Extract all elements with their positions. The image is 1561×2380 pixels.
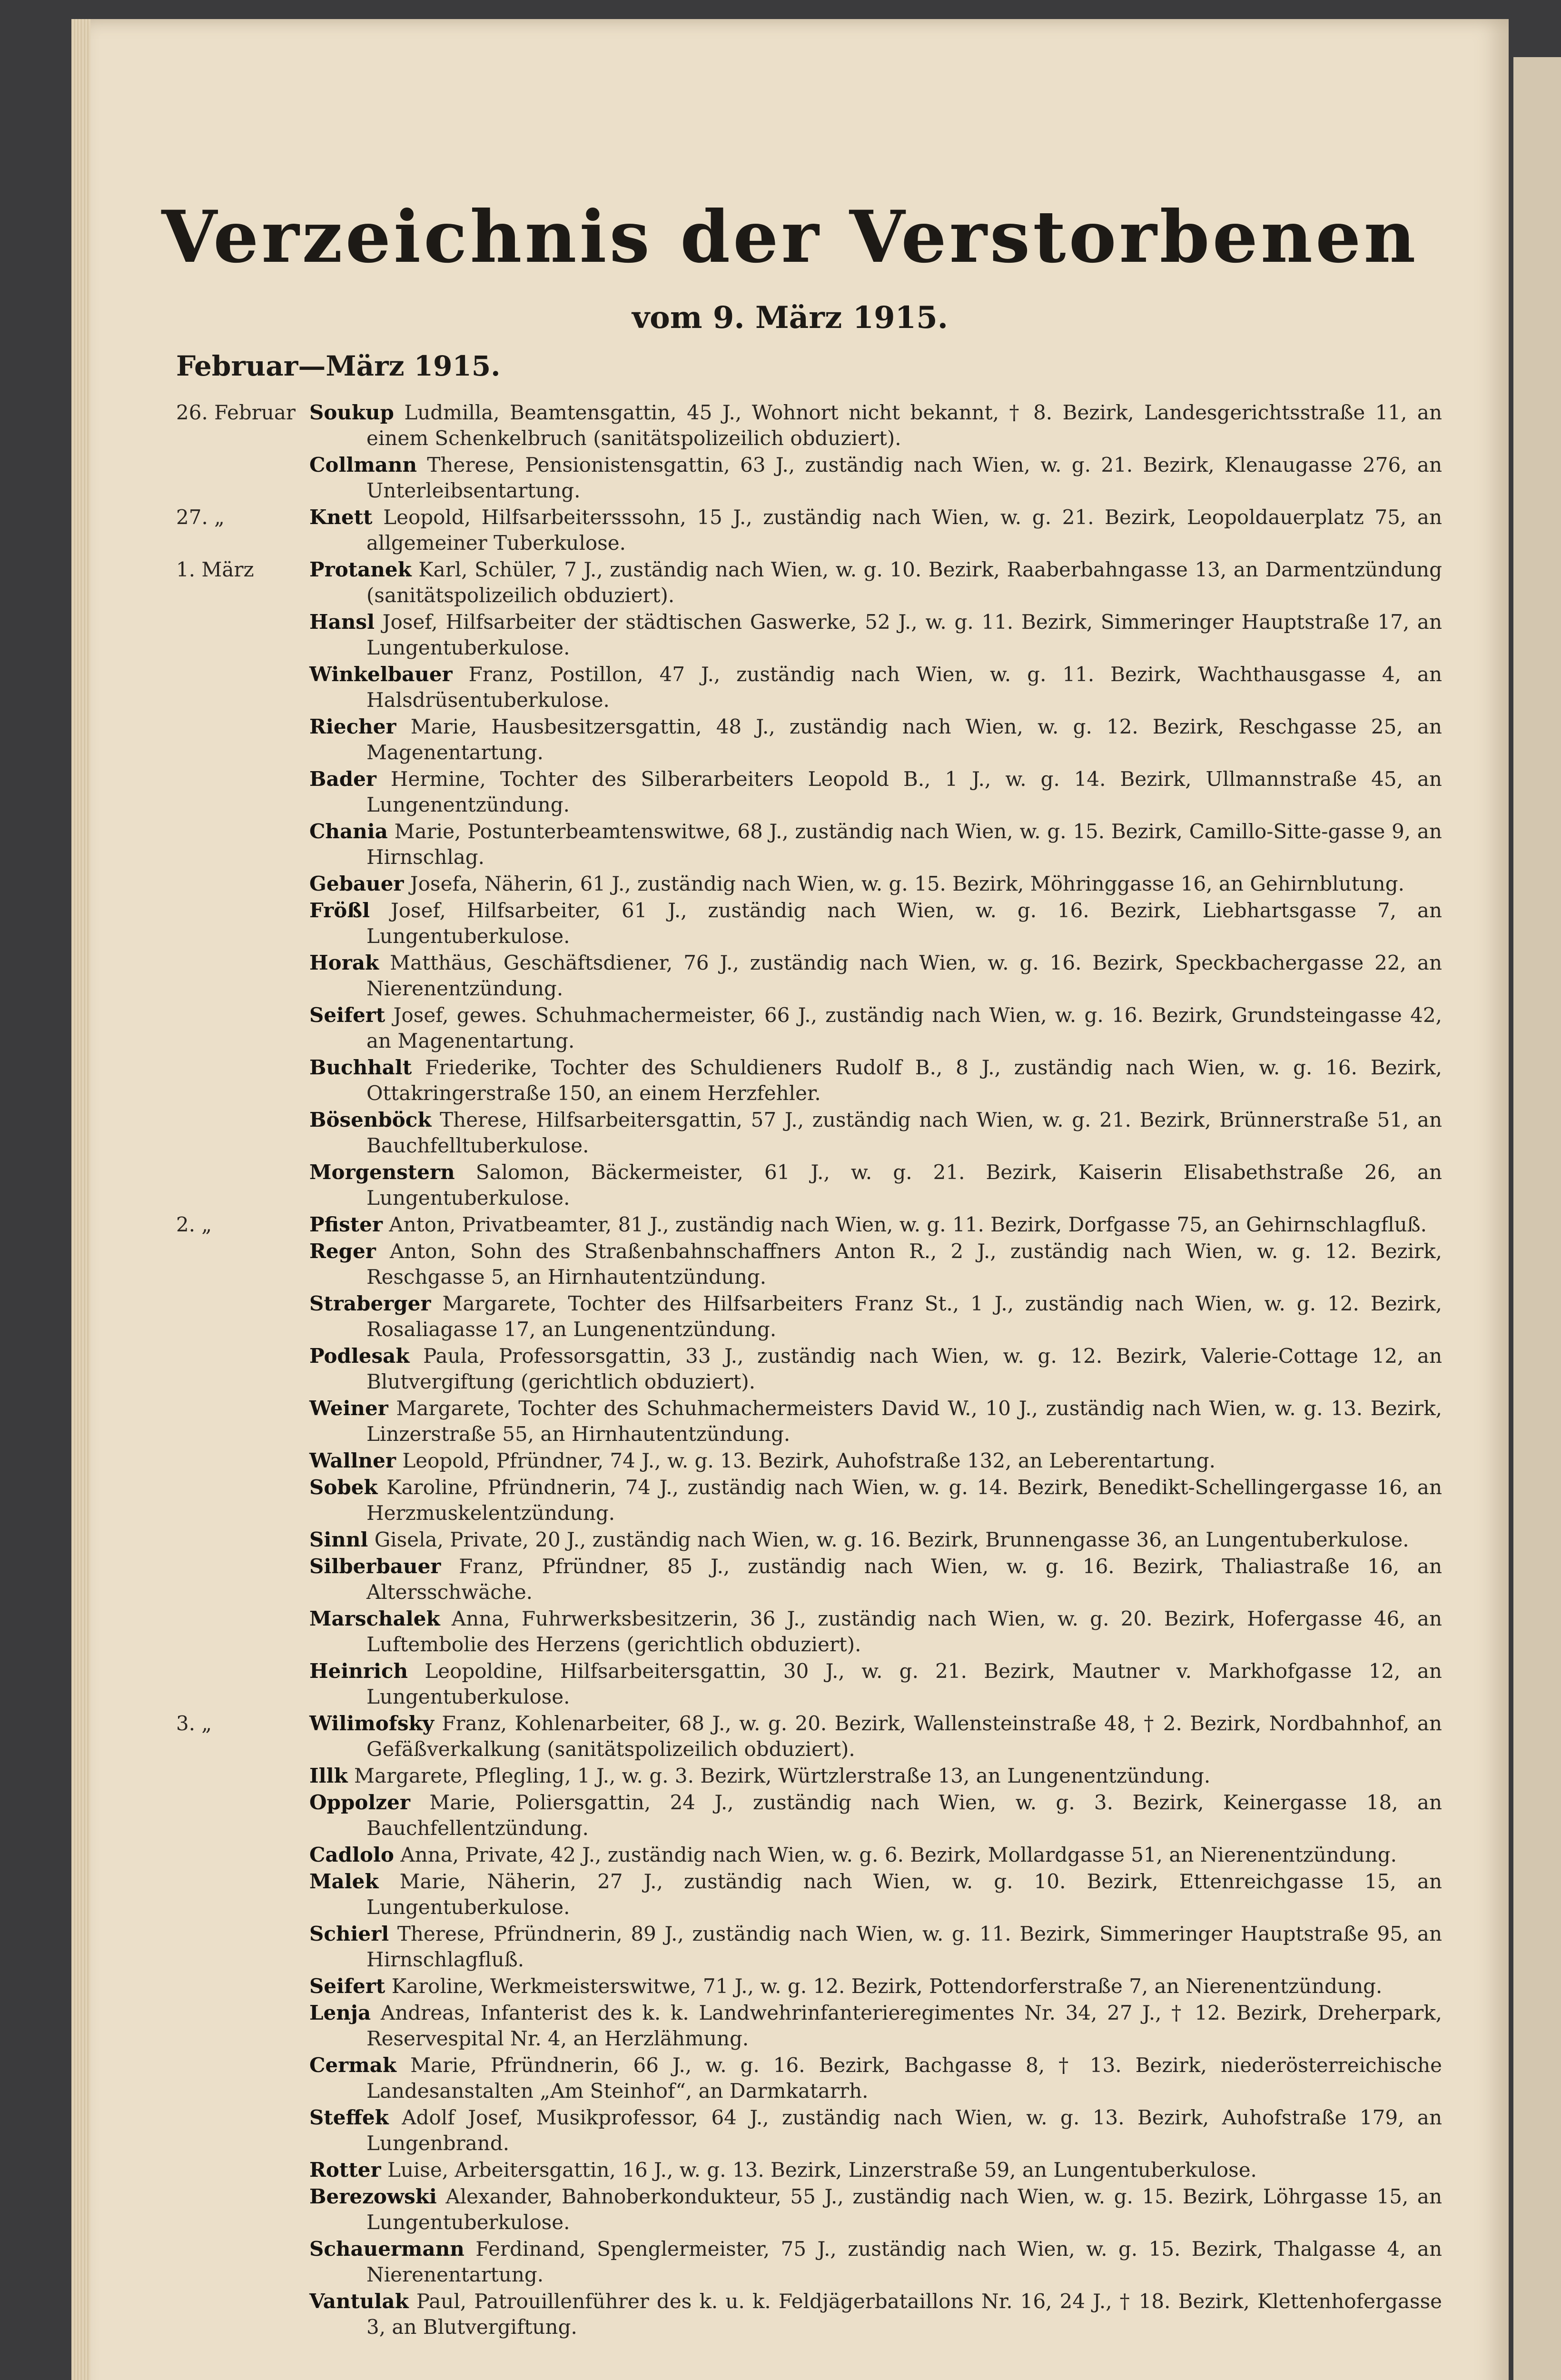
entry-surname: Protanek bbox=[309, 558, 412, 581]
entry-surname: Wallner bbox=[309, 1449, 396, 1472]
entry-text bbox=[309, 950, 1442, 1002]
list-item bbox=[71, 1396, 1509, 1447]
list-item bbox=[71, 1239, 1509, 1290]
entry-text bbox=[309, 819, 1442, 870]
list-item bbox=[71, 1711, 1509, 1762]
entry-text bbox=[309, 898, 1442, 949]
entry-details: Paul, Patrouillenführer des k. u. k. Feldjägerbataillons Nr. 16, 24 J., † 18. Bezirk, Klettenhofergasse 3, an Blutvergiftung. bbox=[366, 2290, 1442, 2339]
entry-details: Therese, Hilfsarbeitersgattin, 57 J., zuständig nach Wien, w. g. 21. Bezirk, Brünnerstraße 51, an Bauchfelltuberkulose. bbox=[366, 1108, 1442, 1157]
entry-text bbox=[309, 1527, 1442, 1553]
entry-surname: Sinnl bbox=[309, 1528, 368, 1551]
entry-details: Leopoldine, Hilfsarbeitersgattin, 30 J., w. g. 21. Bezirk, Mautner v. Markhofgasse 12, an Lungentuberkulose. bbox=[366, 1659, 1442, 1708]
entry-text bbox=[309, 2157, 1442, 2183]
entry-details: Andreas, Infanterist des k. k. Landwehrinfanterieregimentes Nr. 34, 27 J., † 12. Bezirk, Dreherpark, Reservespital Nr. 4, an Herzlähmung. bbox=[366, 2001, 1442, 2050]
entry-details: Leopold, Hilfsarbeitersssohn, 15 J., zuständig nach Wien, w. g. 21. Bezirk, Leopoldauerplatz 75, an allgemeiner Tuberkulose. bbox=[366, 506, 1442, 555]
list-item bbox=[71, 662, 1509, 713]
list-item bbox=[71, 2000, 1509, 2052]
entry-surname: Seifert bbox=[309, 1974, 385, 1998]
entry-details: Josef, Hilfsarbeiter, 61 J., zuständig nach Wien, w. g. 16. Bezirk, Liebhartsgasse 7, an Lungentuberkulose. bbox=[366, 899, 1442, 948]
entry-text bbox=[309, 2105, 1442, 2156]
entry-surname: Straberger bbox=[309, 1292, 431, 1315]
entry-surname: Cermak bbox=[309, 2053, 397, 2077]
list-item bbox=[71, 1212, 1509, 1238]
entry-details: Gisela, Private, 20 J., zuständig nach Wien, w. g. 16. Bezirk, Brunnengasse 36, an Lungentuberkulose. bbox=[374, 1528, 1409, 1551]
entry-details: Therese, Pensionistensgattin, 63 J., zuständig nach Wien, w. g. 21. Bezirk, Klenaugasse 276, an Unterleibsentartung. bbox=[366, 453, 1442, 502]
entry-surname: Morgenstern bbox=[309, 1160, 455, 1184]
entry-surname: Malek bbox=[309, 1870, 379, 1893]
entry-text bbox=[309, 2000, 1442, 2052]
period-heading: Februar—März 1915. bbox=[176, 350, 501, 382]
list-item bbox=[71, 1790, 1509, 1841]
entry-text bbox=[309, 662, 1442, 713]
entry-details: Josef, gewes. Schuhmachermeister, 66 J., zuständig nach Wien, w. g. 16. Bezirk, Grundsteingasse 42, an Magenentartung. bbox=[366, 1003, 1442, 1052]
list-item bbox=[71, 1160, 1509, 1211]
entry-surname: Buchhalt bbox=[309, 1056, 412, 1079]
entry-surname: Bösenböck bbox=[309, 1108, 432, 1131]
entry-surname: Vantulak bbox=[309, 2290, 409, 2313]
entry-text bbox=[309, 871, 1442, 897]
entry-surname: Chania bbox=[309, 820, 388, 843]
entry-details: Karoline, Werkmeisterswitwe, 71 J., w. g. 12. Bezirk, Pottendorferstraße 7, an Nierenentzündung. bbox=[391, 1974, 1383, 1998]
list-item bbox=[71, 819, 1509, 870]
entry-surname: Steffek bbox=[309, 2106, 389, 2129]
list-item bbox=[71, 1869, 1509, 1920]
list-item bbox=[71, 766, 1509, 818]
entry-text bbox=[309, 2236, 1442, 2288]
entry-surname: Gebauer bbox=[309, 872, 404, 895]
entry-details: Josef, Hilfsarbeiter der städtischen Gaswerke, 52 J., w. g. 11. Bezirk, Simmeringer Hauptstraße 17, an Lungentuberkulose. bbox=[366, 610, 1442, 659]
entry-surname: Berezowski bbox=[309, 2185, 437, 2208]
entry-text bbox=[309, 1711, 1442, 1762]
entry-details: Marie, Postunterbeamtenswitwe, 68 J., zuständig nach Wien, w. g. 15. Bezirk, Camillo-Sitte-gasse 9, an Hirnschlag. bbox=[366, 820, 1442, 869]
entry-text bbox=[309, 452, 1442, 504]
entry-details: Marie, Näherin, 27 J., zuständig nach Wien, w. g. 10. Bezirk, Ettenreichgasse 15, an Lungentuberkulose. bbox=[366, 1870, 1442, 1919]
list-item bbox=[71, 609, 1509, 661]
entry-details: Alexander, Bahnoberkondukteur, 55 J., zuständig nach Wien, w. g. 15. Bezirk, Löhrgasse 15, an Lungentuberkulose. bbox=[366, 2185, 1442, 2234]
list-item bbox=[71, 2236, 1509, 2288]
entry-text bbox=[309, 1160, 1442, 1211]
list-item bbox=[71, 452, 1509, 504]
entry-surname: Reger bbox=[309, 1240, 376, 1263]
list-item bbox=[71, 950, 1509, 1002]
entry-details: Marie, Pfründnerin, 66 J., w. g. 16. Bezirk, Bachgasse 8, † 13. Bezirk, niederösterreichische Landesanstalten „Am Steinhof“, an Darmkatarrh. bbox=[366, 2053, 1442, 2102]
list-item bbox=[71, 1921, 1509, 1973]
entry-surname: Cadlolo bbox=[309, 1843, 394, 1866]
list-item bbox=[71, 1448, 1509, 1474]
entry-text bbox=[309, 505, 1442, 556]
entry-details: Josefa, Näherin, 61 J., zuständig nach Wien, w. g. 15. Bezirk, Möhringgasse 16, an Gehirnblutung. bbox=[410, 872, 1404, 895]
list-item bbox=[71, 1973, 1509, 1999]
entry-text bbox=[309, 1343, 1442, 1395]
entry-text bbox=[309, 2053, 1442, 2104]
entry-details: Matthäus, Geschäftsdiener, 76 J., zuständig nach Wien, w. g. 16. Bezirk, Speckbachergasse 22, an Nierenentzündung. bbox=[366, 951, 1442, 1000]
entry-text bbox=[309, 2184, 1442, 2235]
list-item bbox=[71, 1055, 1509, 1106]
entry-text bbox=[309, 609, 1442, 661]
entry-text bbox=[309, 1921, 1442, 1973]
entry-details: Ferdinand, Spenglermeister, 75 J., zuständig nach Wien, w. g. 15. Bezirk, Thalgasse 4, an Nierenentartung. bbox=[366, 2237, 1442, 2286]
entry-surname: Sobek bbox=[309, 1476, 378, 1499]
entry-surname: Horak bbox=[309, 951, 379, 974]
entry-details: Paula, Professorsgattin, 33 J., zuständig nach Wien, w. g. 12. Bezirk, Valerie-Cottage 12, an Blutvergiftung (gerichtlich obduziert). bbox=[366, 1344, 1442, 1393]
entry-text bbox=[309, 1973, 1442, 1999]
entry-surname: Weiner bbox=[309, 1397, 388, 1420]
entry-details: Luise, Arbeitersgattin, 16 J., w. g. 13. Bezirk, Linzerstraße 59, an Lungentuberkulose. bbox=[387, 2158, 1257, 2182]
entry-surname: Collmann bbox=[309, 453, 417, 476]
list-item bbox=[71, 2157, 1509, 2183]
entry-text bbox=[309, 714, 1442, 765]
entry-surname: Heinrich bbox=[309, 1659, 408, 1683]
list-item bbox=[71, 1475, 1509, 1526]
entry-text bbox=[309, 1842, 1442, 1868]
list-item bbox=[71, 2053, 1509, 2104]
entry-details: Marie, Hausbesitzersgattin, 48 J., zuständig nach Wien, w. g. 12. Bezirk, Reschgasse 25, an Magenentartung. bbox=[366, 715, 1442, 764]
entry-details: Anton, Sohn des Straßenbahnschaffners Anton R., 2 J., zuständig nach Wien, w. g. 12. Bezirk, Reschgasse 5, an Hirnhautentzündung. bbox=[366, 1240, 1442, 1289]
list-item bbox=[71, 400, 1509, 451]
list-item bbox=[71, 1658, 1509, 1710]
list-item bbox=[71, 505, 1509, 556]
entry-text bbox=[309, 1448, 1442, 1474]
entry-details: Franz, Pfründner, 85 J., zuständig nach Wien, w. g. 16. Bezirk, Thaliastraße 16, an Altersschwäche. bbox=[366, 1555, 1442, 1604]
entry-text bbox=[309, 1396, 1442, 1447]
entry-text bbox=[309, 1475, 1442, 1526]
entry-date: 2. „ bbox=[176, 1213, 212, 1236]
entry-surname: Soukup bbox=[309, 401, 394, 424]
entry-details: Anton, Privatbeamter, 81 J., zuständig nach Wien, w. g. 11. Bezirk, Dorfgasse 75, an Gehirnschlagfluß. bbox=[389, 1213, 1427, 1236]
entry-text bbox=[309, 1869, 1442, 1920]
entry-text bbox=[309, 1212, 1442, 1238]
entry-text bbox=[309, 1658, 1442, 1710]
entry-surname: Lenja bbox=[309, 2001, 371, 2024]
list-item bbox=[71, 1343, 1509, 1395]
entry-surname: Wilimofsky bbox=[309, 1712, 434, 1735]
entry-surname: Seifert bbox=[309, 1003, 385, 1027]
list-item bbox=[71, 898, 1509, 949]
entry-date: 3. „ bbox=[176, 1712, 212, 1735]
list-item bbox=[71, 557, 1509, 608]
entry-details: Leopold, Pfründner, 74 J., w. g. 13. Bezirk, Auhofstraße 132, an Leberentartung. bbox=[402, 1449, 1215, 1472]
entry-surname: Pfister bbox=[309, 1213, 383, 1236]
list-item bbox=[71, 2289, 1509, 2340]
list-item bbox=[71, 1002, 1509, 1054]
list-item bbox=[71, 1606, 1509, 1657]
entry-text bbox=[309, 557, 1442, 608]
list-item bbox=[71, 2184, 1509, 2235]
entry-details: Anna, Fuhrwerksbesitzerin, 36 J., zuständig nach Wien, w. g. 20. Bezirk, Hofergasse 46, an Luftembolie des Herzens (gerichtlich obduziert). bbox=[366, 1607, 1442, 1656]
entry-details: Karoline, Pfründnerin, 74 J., zuständig nach Wien, w. g. 14. Bezirk, Benedikt-Schellingergasse 16, an Herzmuskelentzündung. bbox=[366, 1476, 1442, 1525]
list-item bbox=[71, 714, 1509, 765]
entry-details: Franz, Kohlenarbeiter, 68 J., w. g. 20. Bezirk, Wallensteinstraße 48, † 2. Bezirk, Nordbahnhof, an Gefäßverkalkung (sanitätspolizeilich obduziert). bbox=[366, 1712, 1442, 1761]
entry-details: Ludmilla, Beamtensgattin, 45 J., Wohnort nicht bekannt, † 8. Bezirk, Landesgerichtsstraße 11, an einem Schenkelbruch (sanitätspolizeilich obduziert). bbox=[366, 401, 1442, 450]
entry-text bbox=[309, 1055, 1442, 1106]
entry-text bbox=[309, 2289, 1442, 2340]
entry-text bbox=[309, 1763, 1442, 1789]
entry-surname: Schierl bbox=[309, 1922, 389, 1945]
entry-text bbox=[309, 1291, 1442, 1342]
entry-details: Friederike, Tochter des Schuldieners Rudolf B., 8 J., zuständig nach Wien, w. g. 16. Bezirk, Ottakringerstraße 150, an einem Herzfehler. bbox=[366, 1056, 1442, 1105]
entry-surname: Riecher bbox=[309, 715, 396, 738]
entry-surname: Knett bbox=[309, 506, 373, 529]
entry-details: Hermine, Tochter des Silberarbeiters Leopold B., 1 J., w. g. 14. Bezirk, Ullmannstraße 45, an Lungenentzündung. bbox=[366, 767, 1442, 816]
entry-surname: Winkelbauer bbox=[309, 663, 453, 686]
entry-surname: Oppolzer bbox=[309, 1791, 410, 1814]
entry-surname: Schauermann bbox=[309, 2237, 464, 2261]
entry-date: 1. März bbox=[176, 558, 254, 581]
entry-text bbox=[309, 1239, 1442, 1290]
entry-text bbox=[309, 766, 1442, 818]
entry-details: Anna, Private, 42 J., zuständig nach Wien, w. g. 6. Bezirk, Mollardgasse 51, an Nierenentzündung. bbox=[400, 1843, 1397, 1866]
entry-surname: Illk bbox=[309, 1764, 348, 1787]
entry-details: Margarete, Tochter des Hilfsarbeiters Franz St., 1 J., zuständig nach Wien, w. g. 12. Bezirk, Rosaliagasse 17, an Lungenentzündung. bbox=[366, 1292, 1442, 1341]
entry-surname: Silberbauer bbox=[309, 1555, 441, 1578]
list-item bbox=[71, 1842, 1509, 1868]
list-item bbox=[71, 1291, 1509, 1342]
entry-details: Margarete, Pflegling, 1 J., w. g. 3. Bezirk, Würtzlerstraße 13, an Lungenentzündung. bbox=[354, 1764, 1211, 1787]
list-item bbox=[71, 1527, 1509, 1553]
entry-text bbox=[309, 1002, 1442, 1054]
entry-date: 26. Februar bbox=[176, 401, 296, 424]
list-item bbox=[71, 2105, 1509, 2156]
entry-details: Therese, Pfründnerin, 89 J., zuständig nach Wien, w. g. 11. Bezirk, Simmeringer Hauptstraße 95, an Hirnschlagfluß. bbox=[366, 1922, 1442, 1971]
adjacent-page-edge bbox=[1513, 57, 1561, 2380]
document-page bbox=[71, 19, 1509, 2380]
entry-details: Salomon, Bäckermeister, 61 J., w. g. 21. Bezirk, Kaiserin Elisabethstraße 26, an Lungentuberkulose. bbox=[366, 1160, 1442, 1210]
entry-surname: Rotter bbox=[309, 2158, 381, 2182]
page-title: Verzeichnis der Verstorbenen bbox=[161, 195, 1419, 279]
entry-details: Karl, Schüler, 7 J., zuständig nach Wien, w. g. 10. Bezirk, Raaberbahngasse 13, an Darmentzündung (sanitätspolizeilich obduziert). bbox=[366, 558, 1442, 607]
entry-details: Franz, Postillon, 47 J., zuständig nach Wien, w. g. 11. Bezirk, Wachthausgasse 4, an Halsdrüsentuberkulose. bbox=[366, 663, 1442, 712]
entries-list bbox=[71, 400, 1509, 2341]
entry-surname: Marschalek bbox=[309, 1607, 440, 1630]
entry-text bbox=[309, 400, 1442, 451]
entry-surname: Frößl bbox=[309, 899, 370, 922]
entry-text bbox=[309, 1606, 1442, 1657]
list-item bbox=[71, 1763, 1509, 1789]
entry-text bbox=[309, 1107, 1442, 1159]
entry-surname: Hansl bbox=[309, 610, 375, 634]
list-item bbox=[71, 1554, 1509, 1605]
entry-details: Marie, Poliersgattin, 24 J., zuständig nach Wien, w. g. 3. Bezirk, Keinergasse 18, an Bauchfellentzündung. bbox=[366, 1791, 1442, 1840]
entry-date: 27. „ bbox=[176, 506, 225, 529]
entry-surname: Bader bbox=[309, 767, 376, 791]
page-subtitle: vom 9. März 1915. bbox=[632, 300, 948, 336]
list-item bbox=[71, 1107, 1509, 1159]
entry-text bbox=[309, 1790, 1442, 1841]
entry-text bbox=[309, 1554, 1442, 1605]
list-item bbox=[71, 871, 1509, 897]
entry-details: Adolf Josef, Musikprofessor, 64 J., zuständig nach Wien, w. g. 13. Bezirk, Auhofstraße 179, an Lungenbrand. bbox=[366, 2106, 1442, 2155]
entry-details: Margarete, Tochter des Schuhmachermeisters David W., 10 J., zuständig nach Wien, w. g. 13. Bezirk, Linzerstraße 55, an Hirnhautentzündung. bbox=[366, 1397, 1442, 1446]
entry-surname: Podlesak bbox=[309, 1344, 410, 1368]
